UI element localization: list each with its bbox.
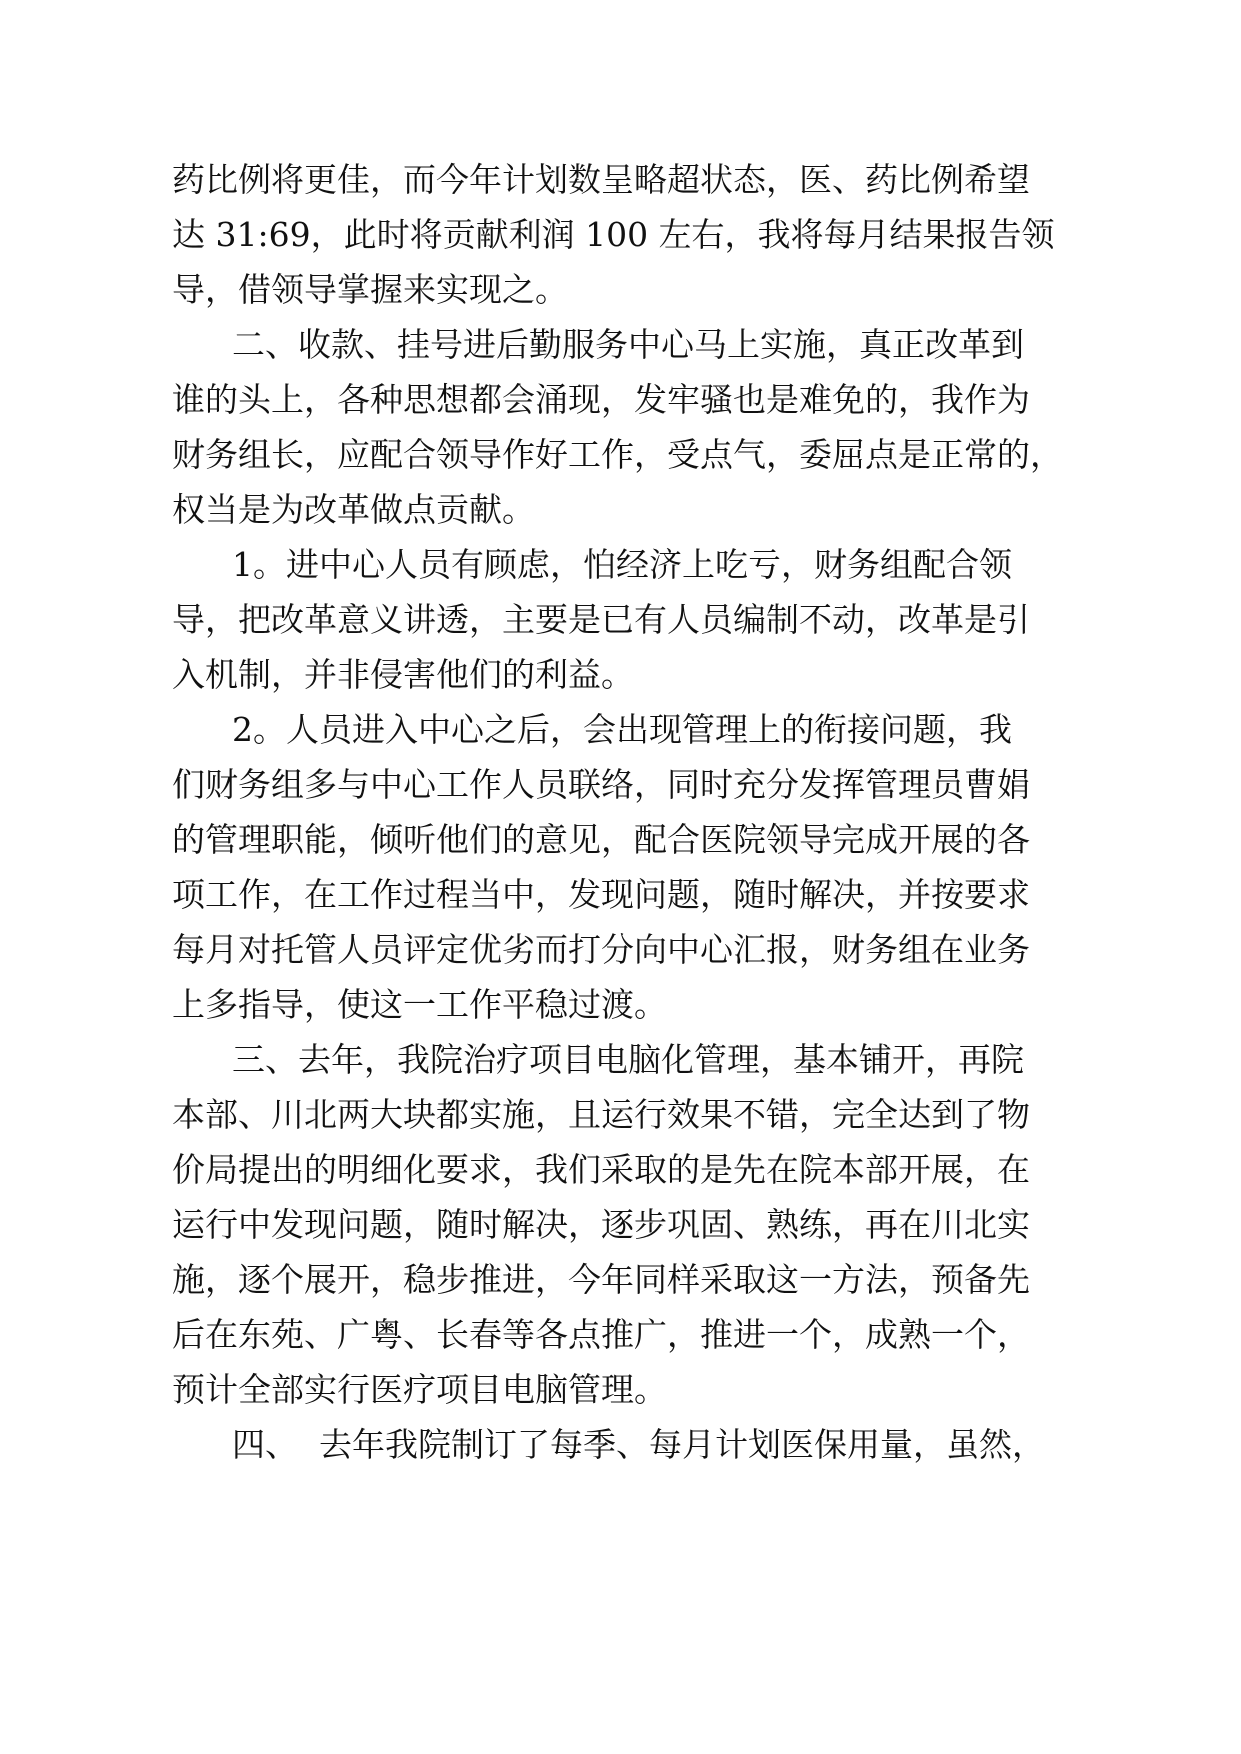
text-line bbox=[0, 260, 1241, 320]
text-line bbox=[0, 1360, 1241, 1420]
text-line bbox=[0, 535, 1241, 595]
line-text: 运行中发现问题，随时解决，逐步巩固、熟练，再在川北实 bbox=[172, 1205, 1030, 1244]
text-line bbox=[0, 700, 1241, 760]
line-text: 的管理职能，倾听他们的意见，配合医院领导完成开展的各 bbox=[172, 820, 1030, 859]
line-text: 入机制，并非侵害他们的利益。 bbox=[172, 655, 634, 694]
line-text: 2。人员进入中心之后，会出现管理上的衔接问题，我 bbox=[232, 710, 1012, 749]
line-text: 价局提出的明细化要求，我们采取的是先在院本部开展，在 bbox=[172, 1150, 1030, 1189]
text-line bbox=[0, 150, 1241, 210]
text-line bbox=[0, 370, 1241, 430]
text-line bbox=[0, 1140, 1241, 1200]
line-text: 达 31:69，此时将贡献利润 100 左右，我将每月结果报告领 bbox=[172, 215, 1055, 254]
line-text: 上多指导，使这一工作平稳过渡。 bbox=[172, 985, 667, 1024]
text-line bbox=[0, 975, 1241, 1035]
text-line bbox=[0, 590, 1241, 650]
text-line bbox=[0, 425, 1241, 485]
text-line bbox=[0, 865, 1241, 925]
line-text: 项工作，在工作过程当中，发现问题，随时解决，并按要求 bbox=[172, 875, 1030, 914]
text-line bbox=[0, 755, 1241, 815]
text-line bbox=[0, 1030, 1241, 1090]
line-text: 谁的头上，各种思想都会涌现，发牢骚也是难免的，我作为 bbox=[172, 380, 1030, 419]
line-text: 财务组长，应配合领导作好工作，受点气，委屈点是正常的， bbox=[172, 435, 1063, 474]
line-text: 四、 去年我院制订了每季、每月计划医保用量，虽然， bbox=[232, 1425, 1045, 1464]
line-text: 预计全部实行医疗项目电脑管理。 bbox=[172, 1370, 667, 1409]
text-line bbox=[0, 1250, 1241, 1310]
line-text: 权当是为改革做点贡献。 bbox=[172, 490, 535, 529]
line-text: 施，逐个展开，稳步推进，今年同样采取这一方法，预备先 bbox=[172, 1260, 1030, 1299]
text-line bbox=[0, 205, 1241, 265]
line-text: 每月对托管人员评定优劣而打分向中心汇报，财务组在业务 bbox=[172, 930, 1030, 969]
text-line bbox=[0, 1415, 1241, 1475]
text-line bbox=[0, 1305, 1241, 1365]
line-text: 三、去年，我院治疗项目电脑化管理，基本铺开，再院 bbox=[232, 1040, 1024, 1079]
text-line bbox=[0, 480, 1241, 540]
line-text: 二、收款、挂号进后勤服务中心马上实施，真正改革到 bbox=[232, 325, 1024, 364]
text-line bbox=[0, 920, 1241, 980]
line-text: 导，把改革意义讲透，主要是已有人员编制不动，改革是引 bbox=[172, 600, 1030, 639]
text-line bbox=[0, 1195, 1241, 1255]
line-text: 本部、川北两大块都实施，且运行效果不错，完全达到了物 bbox=[172, 1095, 1030, 1134]
text-line bbox=[0, 810, 1241, 870]
line-text: 导，借领导掌握来实现之。 bbox=[172, 270, 568, 309]
text-line bbox=[0, 315, 1241, 375]
line-text: 后在东苑、广粤、长春等各点推广，推进一个，成熟一个， bbox=[172, 1315, 1030, 1354]
line-text: 药比例将更佳，而今年计划数呈略超状态，医、药比例希望 bbox=[172, 160, 1030, 199]
line-text: 1。进中心人员有顾虑，怕经济上吃亏，财务组配合领 bbox=[232, 545, 1012, 584]
line-text: 们财务组多与中心工作人员联络，同时充分发挥管理员曹娟 bbox=[172, 765, 1030, 804]
text-line bbox=[0, 645, 1241, 705]
text-line bbox=[0, 1085, 1241, 1145]
